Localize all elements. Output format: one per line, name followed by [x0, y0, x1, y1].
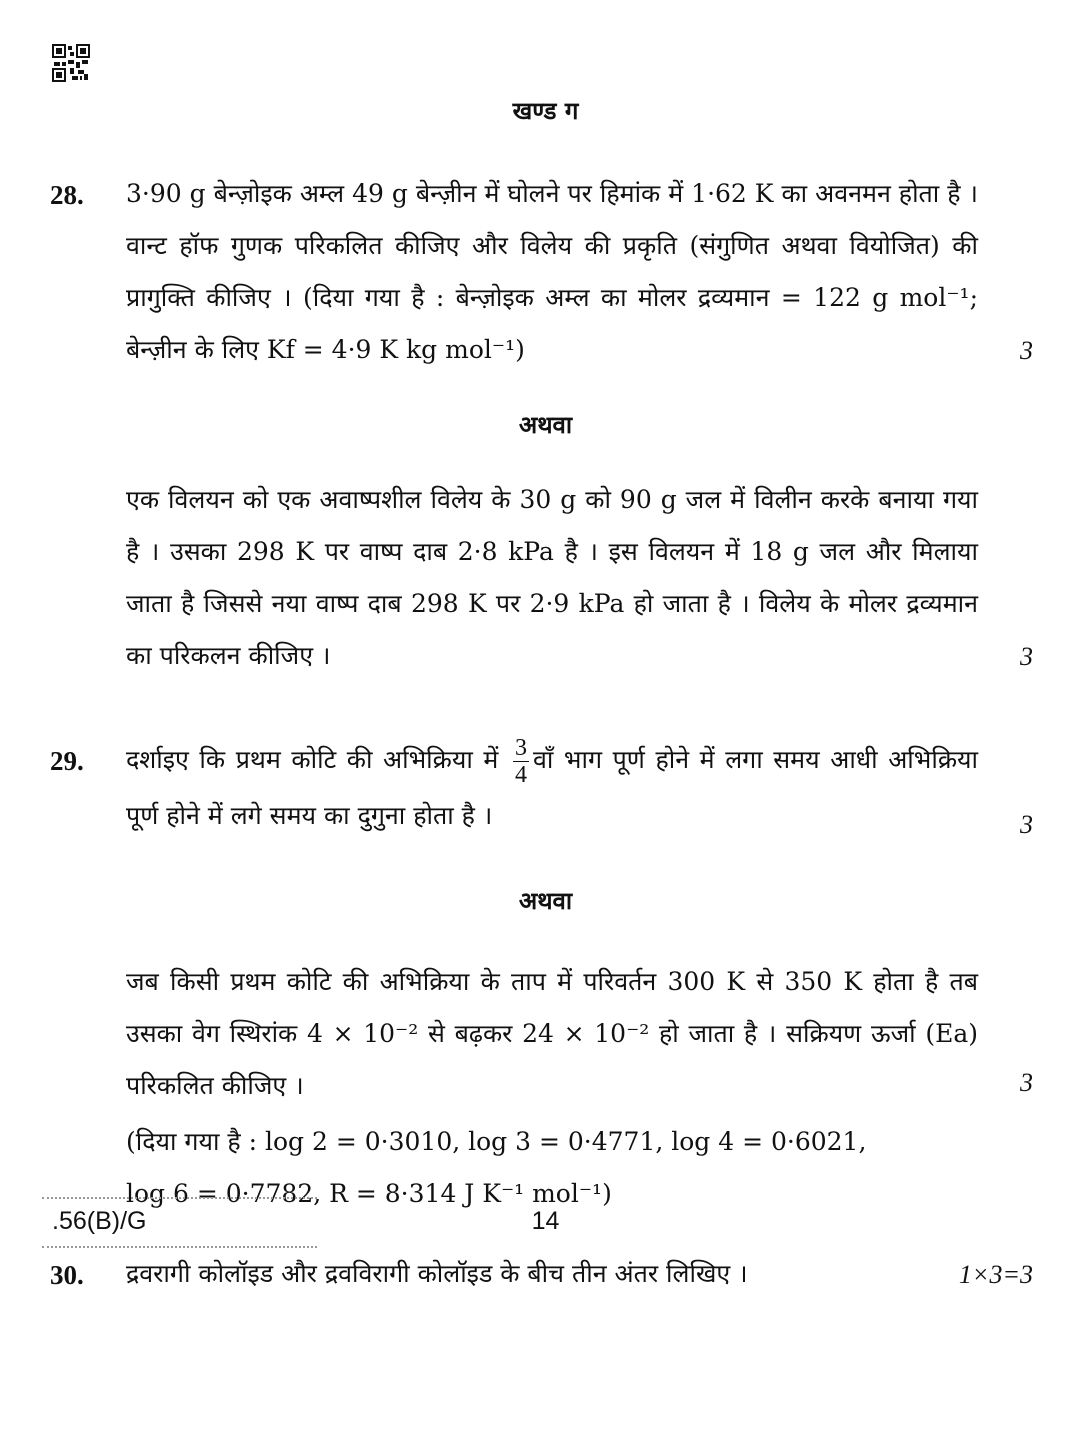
qr-code-icon — [52, 44, 90, 82]
question-30-marks: 1×3=3 — [958, 1260, 1033, 1289]
paper-code: .56(B)/G — [52, 1207, 147, 1235]
question-29-alternative-marks: 3 — [1020, 1068, 1033, 1097]
question-28-marks: 3 — [1020, 336, 1033, 365]
fraction-three-fourths — [513, 735, 529, 788]
question-29-text — [126, 732, 978, 844]
given-data-line-2: log 6 = 0·7782, R = 8·314 J K⁻¹ mol⁻¹) — [126, 1179, 612, 1208]
question-29-marks: 3 — [1020, 810, 1033, 839]
section-title: खण्ड ग — [512, 96, 579, 125]
or-label-28: अथवा — [518, 410, 573, 439]
fraction-denominator: 4 — [514, 762, 527, 788]
question-28-alternative-text: एक विलयन को एक अवाष्पशील विलेय के 30 g को 90 g जल में विलीन करके बनाया गया है । उसका 298 K पर वाष्प दाब 2·8 kPa है । इस विलयन में 18 g जल और मिलाया जाता है जिससे नया वाष्प दाब 298 K पर 2·9 kPa हो जाता है । विलेय के मोलर द्रव्यमान का परिकलन कीजिए । — [126, 485, 978, 670]
question-29-alternative-text: जब किसी प्रथम कोटि की अभिक्रिया के ताप में परिवर्तन 300 K से 350 K होता है तब उसका वेग स्थिरांक 4 × 10⁻² से बढ़कर 24 × 10⁻² हो जाता है । सक्रियण ऊर्जा (Ea) परिकलित कीजिए । — [126, 967, 978, 1100]
footer-microtext-line-top — [42, 1197, 317, 1199]
question-28-text: 3·90 g बेन्ज़ोइक अम्ल 49 g बेन्ज़ीन में घोलने पर हिमांक में 1·62 K का अवनमन होता है । वान्ट हॉफ गुणक परिकलित कीजिए और विलेय की प्रकृति (संगुणित अथवा वियोजित) की प्रागुक्ति कीजिए । (दिया गया है : बेन्ज़ोइक अम्ल का मोलर द्रव्यमान = 122 g mol⁻¹; बेन्ज़ीन के लिए Kf = 4·9 K kg mol⁻¹) — [126, 179, 978, 364]
question-29-text-start: दर्शाइए कि प्रथम कोटि की अभिक्रिया में — [126, 745, 499, 774]
page-number: 14 — [531, 1207, 560, 1235]
footer-microtext-line-bottom — [42, 1246, 317, 1248]
given-data-line-1: (दिया गया है : log 2 = 0·3010, log 3 = 0·4771, log 4 = 0·6021, — [126, 1127, 867, 1156]
or-label-29: अथवा — [518, 886, 573, 915]
question-29-text-end: वाँ भाग पूर्ण होने में लगा समय आधी अभिक्रिया पूर्ण होने में लगे समय का दुगुना होता है । — [126, 745, 978, 830]
question-30-text: द्रवरागी कोलॉइड और द्रवविरागी कोलॉइड के बीच तीन अंतर लिखिए । — [126, 1259, 748, 1288]
fraction-numerator: 3 — [514, 735, 527, 761]
question-number-29: 29. — [50, 746, 84, 776]
question-28-alternative-marks: 3 — [1020, 642, 1033, 671]
question-number-28: 28. — [50, 180, 84, 210]
question-number-30: 30. — [50, 1260, 84, 1290]
